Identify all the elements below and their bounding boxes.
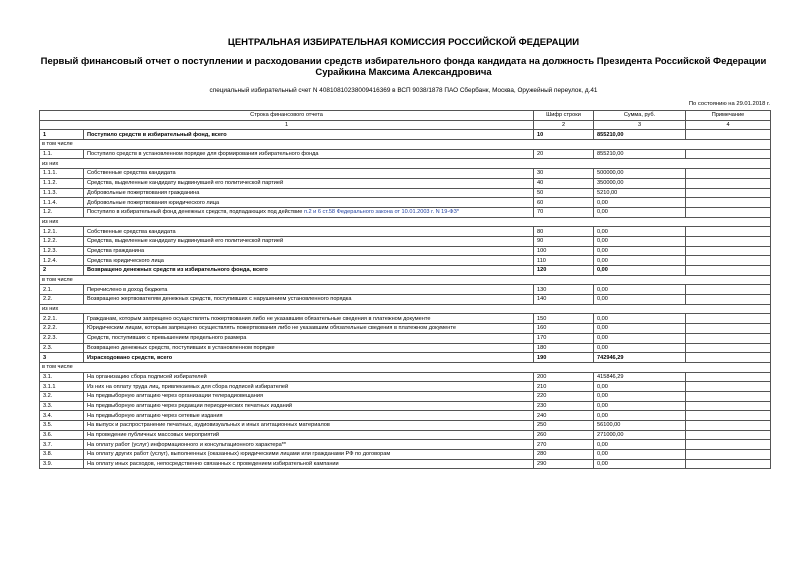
- section-label-row: [40, 304, 771, 314]
- section-label: в том числе: [40, 140, 771, 150]
- line-note: [686, 169, 771, 179]
- section-label-row: [40, 362, 771, 372]
- line-number: 3.7.: [40, 440, 84, 450]
- table-header-row: [40, 111, 771, 121]
- line-code: 260: [534, 430, 594, 440]
- line-note: [686, 421, 771, 431]
- line-description: На предвыборную агитацию через сетевые издания: [84, 411, 534, 421]
- line-description: На предвыборную агитацию через организации телерадиовещания: [84, 391, 534, 401]
- line-number: 2.2.: [40, 295, 84, 305]
- line-sum: 0,00: [594, 343, 686, 353]
- line-description: Возвращено денежных средств, поступивших в установленном порядке: [84, 343, 534, 353]
- line-code: 220: [534, 391, 594, 401]
- line-number: 3.8.: [40, 450, 84, 460]
- line-description: Средства, выделенные кандидату выдвинувшей его политической партией: [84, 236, 534, 246]
- line-number: 2.2.2.: [40, 324, 84, 334]
- table-row: [40, 440, 771, 450]
- line-note: [686, 333, 771, 343]
- section-label: в том числе: [40, 362, 771, 372]
- line-note: [686, 440, 771, 450]
- line-note: [686, 372, 771, 382]
- line-code: 270: [534, 440, 594, 450]
- line-description: Возвращено денежных средств из избирательного фонда, всего: [84, 266, 534, 276]
- line-note: [686, 266, 771, 276]
- line-sum: 0,00: [594, 266, 686, 276]
- line-code: 70: [534, 207, 594, 217]
- line-sum: 0,00: [594, 227, 686, 237]
- table-row: [40, 459, 771, 469]
- line-sum: 0,00: [594, 324, 686, 334]
- table-row: [40, 450, 771, 460]
- line-note: [686, 285, 771, 295]
- line-note: [686, 353, 771, 363]
- line-number: 1.1.2.: [40, 178, 84, 188]
- line-note: [686, 236, 771, 246]
- financial-report-table: [39, 110, 771, 469]
- table-row: [40, 246, 771, 256]
- line-code: 200: [534, 372, 594, 382]
- table-row: [40, 256, 771, 266]
- line-description: Добровольные пожертвования гражданина: [84, 188, 534, 198]
- line-number: 3.2.: [40, 391, 84, 401]
- line-description: На оплату других работ (услуг), выполненных (оказанных) юридическими лицами или гражданами РФ по договорам: [84, 450, 534, 460]
- line-description: Поступило средств в избирательный фонд, всего: [84, 130, 534, 140]
- table-row: [40, 188, 771, 198]
- col-number: 2: [534, 120, 594, 130]
- line-note: [686, 295, 771, 305]
- law-reference-link[interactable]: п.2 и 6 ст.58 Федерального закона от 10.01.2003 г. N 19-ФЗ*: [303, 209, 460, 216]
- line-code: 190: [534, 353, 594, 363]
- table-row: [40, 421, 771, 431]
- line-sum: 0,00: [594, 236, 686, 246]
- line-number: 3.6.: [40, 430, 84, 440]
- line-sum: 0,00: [594, 450, 686, 460]
- line-sum: 0,00: [594, 382, 686, 392]
- line-number: 2.3.: [40, 343, 84, 353]
- line-sum: 0,00: [594, 391, 686, 401]
- line-number: 1.1.: [40, 149, 84, 159]
- line-description: На проведение публичных массовых мероприятий: [84, 430, 534, 440]
- line-code: 180: [534, 343, 594, 353]
- line-sum: 350000,00: [594, 178, 686, 188]
- table-row: [40, 333, 771, 343]
- line-sum: 0,00: [594, 314, 686, 324]
- line-note: [686, 198, 771, 208]
- line-description: Гражданам, которым запрещено осуществлять пожертвования либо не указавшим обязательные сведения в платежном документе: [84, 314, 534, 324]
- line-note: [686, 188, 771, 198]
- line-sum: 0,00: [594, 459, 686, 469]
- section-label: в том числе: [40, 275, 771, 285]
- table-row: [40, 314, 771, 324]
- line-code: 230: [534, 401, 594, 411]
- col-header-code: Шифр строки: [534, 111, 594, 121]
- line-code: 50: [534, 188, 594, 198]
- line-description: На организацию сбора подписей избирателей: [84, 372, 534, 382]
- line-code: 30: [534, 169, 594, 179]
- line-code: 110: [534, 256, 594, 266]
- line-description: На оплату работ (услуг) информационного и консультационного характера**: [84, 440, 534, 450]
- table-row: [40, 430, 771, 440]
- line-code: 240: [534, 411, 594, 421]
- table-row: [40, 324, 771, 334]
- line-number: 1.1.4.: [40, 198, 84, 208]
- line-description: Поступило средств в установленном порядке для формирования избирательного фонда: [84, 149, 534, 159]
- line-code: 100: [534, 246, 594, 256]
- line-code: 20: [534, 149, 594, 159]
- line-sum: 0,00: [594, 285, 686, 295]
- as-of-date: По состоянию на 29.01.2018 г.: [688, 101, 770, 107]
- line-code: 280: [534, 450, 594, 460]
- line-description: Средства гражданина: [84, 246, 534, 256]
- line-code: 130: [534, 285, 594, 295]
- line-sum: 0,00: [594, 256, 686, 266]
- line-description: Средств, поступивших с превышением предельного размера: [84, 333, 534, 343]
- line-sum: 742946,29: [594, 353, 686, 363]
- section-label: из них: [40, 217, 771, 227]
- table-row: [40, 285, 771, 295]
- line-sum: 271000,00: [594, 430, 686, 440]
- line-number: 3.3.: [40, 401, 84, 411]
- line-sum: 855210,00: [594, 130, 686, 140]
- line-code: 10: [534, 130, 594, 140]
- line-description: Израсходовано средств, всего: [84, 353, 534, 363]
- table-row: [40, 178, 771, 188]
- line-description: Средства, выделенные кандидату выдвинувшей его политической партией: [84, 178, 534, 188]
- line-code: 150: [534, 314, 594, 324]
- line-code: 40: [534, 178, 594, 188]
- line-code: 60: [534, 198, 594, 208]
- line-note: [686, 178, 771, 188]
- section-label-row: [40, 275, 771, 285]
- line-note: [686, 459, 771, 469]
- line-code: 210: [534, 382, 594, 392]
- table-row: [40, 343, 771, 353]
- line-note: [686, 149, 771, 159]
- line-number: 3.4.: [40, 411, 84, 421]
- table-row: [40, 169, 771, 179]
- line-description: На оплату иных расходов, непосредственно связанных с проведением избирательной кампании: [84, 459, 534, 469]
- line-code: 290: [534, 459, 594, 469]
- line-sum: 56100,00: [594, 421, 686, 431]
- line-note: [686, 382, 771, 392]
- line-number: 1.2.: [40, 207, 84, 217]
- line-description: Средства юридического лица: [84, 256, 534, 266]
- line-code: 160: [534, 324, 594, 334]
- line-sum: 5210,00: [594, 188, 686, 198]
- line-note: [686, 411, 771, 421]
- line-note: [686, 207, 771, 217]
- line-number: 1.1.3.: [40, 188, 84, 198]
- line-description: Собственные средства кандидата: [84, 227, 534, 237]
- line-note: [686, 324, 771, 334]
- line-note: [686, 130, 771, 140]
- line-code: 120: [534, 266, 594, 276]
- line-sum: 415846,29: [594, 372, 686, 382]
- line-note: [686, 401, 771, 411]
- total-row: [40, 130, 771, 140]
- line-sum: 0,00: [594, 411, 686, 421]
- line-sum: 0,00: [594, 333, 686, 343]
- col-header-sum: Сумма, руб.: [594, 111, 686, 121]
- col-number: 1: [40, 120, 534, 130]
- line-number: 2.1.: [40, 285, 84, 295]
- account-info: специальный избирательный счет N 40810810238009416369 в ВСП 9038/1878 ПАО Сбербанк, Москва, Оружейный переулок, д.41: [209, 87, 598, 94]
- line-sum: 0,00: [594, 207, 686, 217]
- section-label: из них: [40, 159, 771, 169]
- line-description: Юридическим лицам, которым запрещено осуществлять пожертвования либо не указавшим обязательные сведения в платежном документе: [84, 324, 534, 334]
- section-label-row: [40, 159, 771, 169]
- section-label-row: [40, 140, 771, 150]
- line-number: 1.2.2.: [40, 236, 84, 246]
- table-row: [40, 295, 771, 305]
- line-code: 90: [534, 236, 594, 246]
- total-row: [40, 353, 771, 363]
- line-description: На предвыборную агитацию через редакции периодических печатных изданий: [84, 401, 534, 411]
- line-description: Из них на оплату труда лиц, привлекаемых для сбора подписей избирателей: [84, 382, 534, 392]
- table-row: [40, 198, 771, 208]
- line-description: Добровольные пожертвования юридического лица: [84, 198, 534, 208]
- total-row: [40, 266, 771, 276]
- line-description-text: Поступило в избирательный фонд денежных средств, подпадающих под действие: [87, 209, 304, 216]
- line-number: 3: [40, 353, 84, 363]
- line-note: [686, 256, 771, 266]
- line-code: 140: [534, 295, 594, 305]
- line-note: [686, 246, 771, 256]
- line-description: На выпуск и распространение печатных, аудиовизуальных и иных агитационных материалов: [84, 421, 534, 431]
- table-row: [40, 411, 771, 421]
- line-note: [686, 430, 771, 440]
- line-number: 1.1.1.: [40, 169, 84, 179]
- col-header-line: Строка финансового отчета: [40, 111, 534, 121]
- line-description: Перечислено в доход бюджета: [84, 285, 534, 295]
- col-number: 4: [686, 120, 771, 130]
- table-row: [40, 236, 771, 246]
- line-sum: 500000,00: [594, 169, 686, 179]
- line-number: 2.2.3.: [40, 333, 84, 343]
- table-row: [40, 207, 771, 217]
- line-description: Возвращено жертвователям денежных средств, поступивших с нарушением установленного порядка: [84, 295, 534, 305]
- section-label-row: [40, 217, 771, 227]
- line-note: [686, 314, 771, 324]
- table-row: [40, 382, 771, 392]
- line-sum: 0,00: [594, 198, 686, 208]
- line-number: 2: [40, 266, 84, 276]
- line-sum: 0,00: [594, 440, 686, 450]
- report-title: Первый финансовый отчет о поступлении и расходовании средств избирательного фонда кандидата на должность Президента Российской Федерации Сурайкина Максима Александровича: [40, 56, 767, 78]
- line-note: [686, 227, 771, 237]
- line-number: 1.2.1.: [40, 227, 84, 237]
- line-note: [686, 391, 771, 401]
- line-number: 3.9.: [40, 459, 84, 469]
- col-header-note: Примечание: [686, 111, 771, 121]
- commission-heading: ЦЕНТРАЛЬНАЯ ИЗБИРАТЕЛЬНАЯ КОМИССИЯ РОССИЙСКОЙ ФЕДЕРАЦИИ: [227, 37, 580, 48]
- table-row: [40, 227, 771, 237]
- table-column-numbers-row: [40, 120, 771, 130]
- line-number: 1.2.3.: [40, 246, 84, 256]
- line-note: [686, 450, 771, 460]
- line-note: [686, 343, 771, 353]
- line-number: 1: [40, 130, 84, 140]
- line-number: 2.2.1.: [40, 314, 84, 324]
- table-row: [40, 149, 771, 159]
- line-number: 3.1.: [40, 372, 84, 382]
- table-row: [40, 391, 771, 401]
- line-number: 3.5.: [40, 421, 84, 431]
- line-sum: 855210,00: [594, 149, 686, 159]
- section-label: из них: [40, 304, 771, 314]
- line-number: 1.2.4.: [40, 256, 84, 266]
- line-sum: 0,00: [594, 246, 686, 256]
- col-number: 3: [594, 120, 686, 130]
- line-code: 170: [534, 333, 594, 343]
- table-row: [40, 372, 771, 382]
- table-row: [40, 401, 771, 411]
- line-number: 3.1.1: [40, 382, 84, 392]
- line-code: 250: [534, 421, 594, 431]
- line-sum: 0,00: [594, 401, 686, 411]
- line-description: Собственные средства кандидата: [84, 169, 534, 179]
- line-description: [84, 207, 534, 217]
- line-sum: 0,00: [594, 295, 686, 305]
- line-code: 80: [534, 227, 594, 237]
